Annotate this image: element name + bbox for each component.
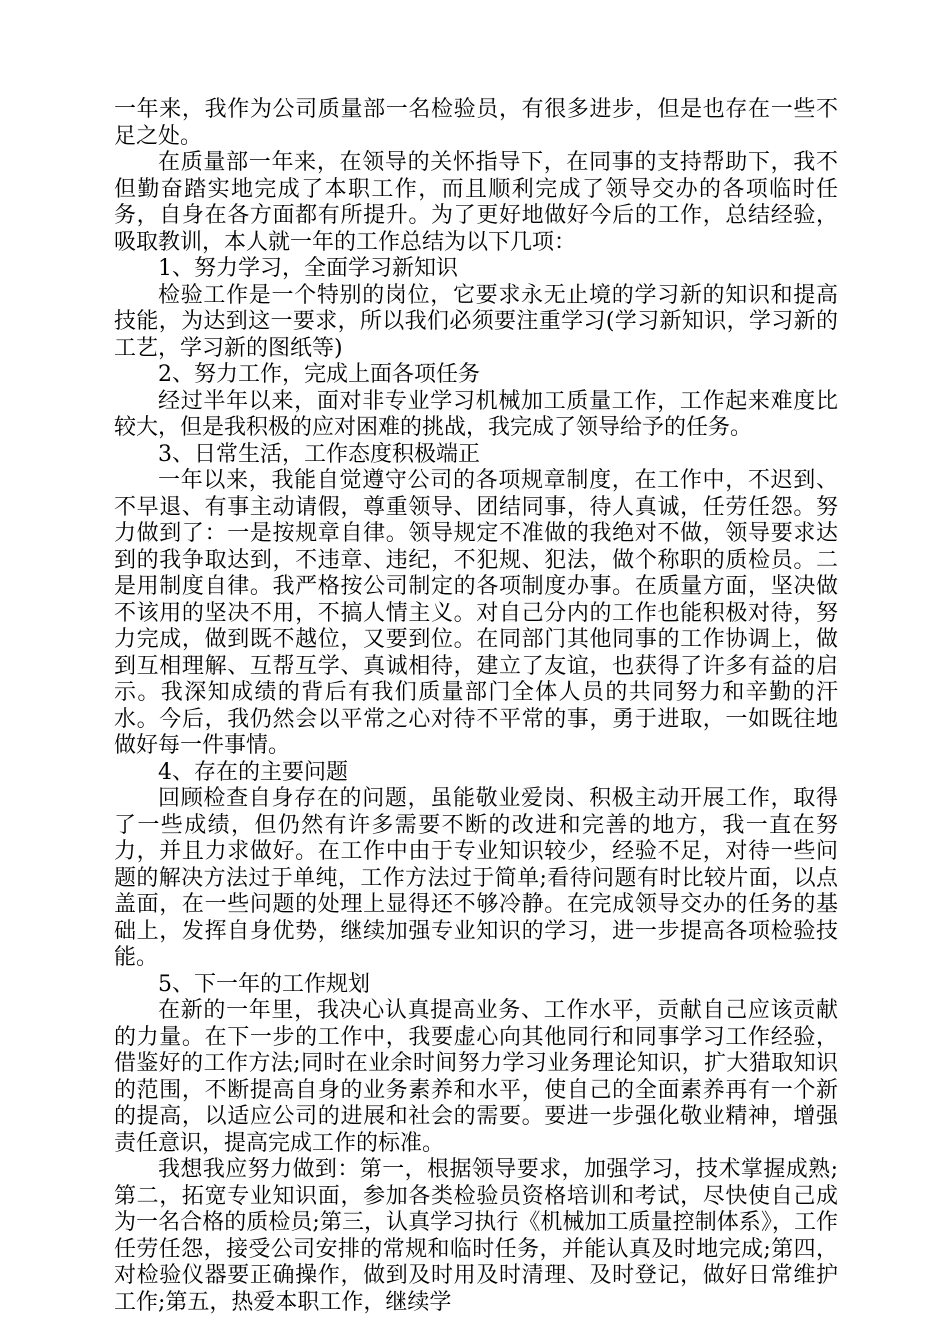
section-paragraph-4: 回顾检查自身存在的问题，虽能敬业爱岗、积极主动开展工作，取得了一些成绩，但仍然有许多需要不断的改进和完善的地方，我一直在努力，并且力求做好。在工作中由于专业知识较少，经验不足，对待一些问题的解决方法过于单纯，工作方法过于简单;看待问题有时比较片面，以点盖面，在一些问题的处理上显得还不够冷静。在完成领导交办的任务的基础上，发挥自身优势，继续加强专业知识的学习，进一步提高各项检验技能。 (114, 786, 838, 970)
document-body (114, 97, 838, 1316)
section-paragraph-2: 经过半年以来，面对非专业学习机械加工质量工作，工作起来难度比较大，但是我积极的应对困难的挑战，我完成了领导给予的任务。 (114, 388, 838, 440)
intro-paragraph: 一年来，我作为公司质量部一名检验员，有很多进步，但是也存在一些不足之处。 (114, 97, 838, 149)
section-heading-5: 5、下一年的工作规划 (158, 971, 370, 997)
section-heading-3: 3、日常生活，工作态度积极端正 (158, 441, 480, 467)
section-heading-4: 4、存在的主要问题 (158, 759, 348, 785)
section-heading-1: 1、努力学习，全面学习新知识 (158, 256, 458, 281)
overview-paragraph: 在质量部一年来，在领导的关怀指导下，在同事的支持帮助下，我不但勤奋踏实地完成了本职工作，而且顺利完成了领导交办的各项临时任务，自身在各方面都有所提升。为了更好地做好今后的工作，总结经验，吸取教训，本人就一年的工作总结为以下几项： (114, 150, 838, 255)
section-paragraph-5: 在新的一年里，我决心认真提高业务、工作水平，贡献自己应该贡献的力量。在下一步的工作中，我要虚心向其他同行和同事学习工作经验，借鉴好的工作方法;同时在业余时间努力学习业务理论知识，扩大猎取知识的范围，不断提高自身的业务素养和水平，使自己的全面素养再有一个新的提高，以适应公司的进展和社会的需要。要进一步强化敬业精神，增强责任意识，提高完成工作的标准。 (114, 998, 838, 1156)
section-paragraph-1: 检验工作是一个特别的岗位，它要求永无止境的学习新的知识和提高技能，为达到这一要求，所以我们必须要注重学习(学习新知识，学习新的工艺，学习新的图纸等) (114, 282, 838, 361)
section-heading-2: 2、努力工作，完成上面各项任务 (158, 362, 480, 387)
section-paragraph-3: 一年以来，我能自觉遵守公司的各项规章制度，在工作中，不迟到、不早退、有事主动请假，尊重领导、团结同事，待人真诚，任劳任怨。努力做到了：一是按规章自律。领导规定不准做的我绝对不做，领导要求达到的我争取达到，不违章、违纪，不犯规、犯法，做个称职的质检员。二是用制度自律。我严格按公司制定的各项制度办事。在质量方面，坚决做不该用的坚决不用，不搞人情主义。对自己分内的工作也能积极对待，努力完成，做到既不越位，又要到位。在同部门其他同事的工作协调上，做到互相理解、互帮互学、真诚相待，建立了友谊，也获得了许多有益的启示。我深知成绩的背后有我们质量部门全体人员的共同努力和辛勤的汗水。今后，我仍然会以平常之心对待不平常的事，勇于进取，一如既往地做好每一件事情。 (114, 468, 838, 758)
plan-paragraph: 我想我应努力做到：第一，根据领导要求，加强学习，技术掌握成熟;第二，拓宽专业知识面，参加各类检验员资格培训和考试，尽快使自己成为一名合格的质检员;第三，认真学习执行《机械加工质量控制体系》，工作任劳任怨，接受公司安排的常规和临时任务，并能认真及时地完成;第四，对检验仪器要正确操作，做到及时用及时清理、及时登记，做好日常维护工作;第五，热爱本职工作，继续学 (114, 1157, 838, 1315)
